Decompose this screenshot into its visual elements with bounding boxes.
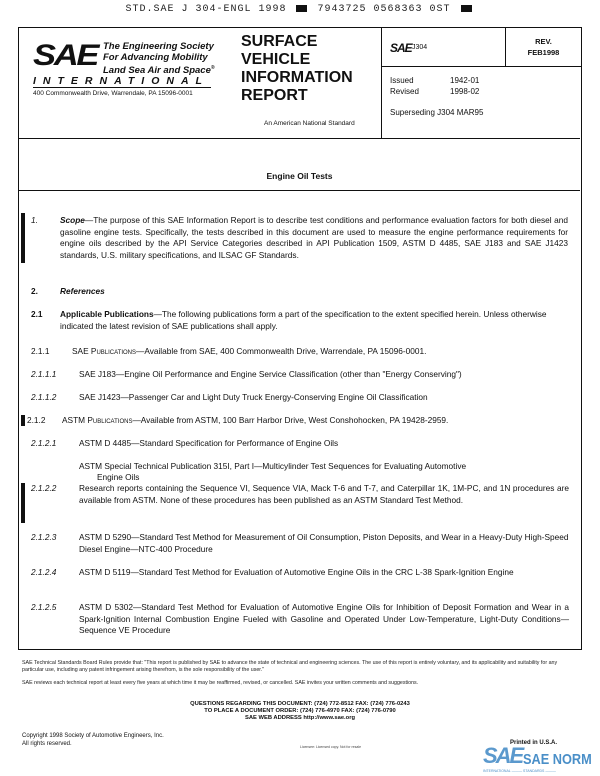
section-number: 2.1.2.3 [31,532,57,542]
reference-item: SAE J183—Engine Oil Performance and Engine Service Classification (other than "Energy Conserving") [79,369,462,379]
change-bar [21,415,25,426]
revised-label: Revised [390,87,419,96]
section-heading: Applicable Publications [60,309,154,319]
board-rules-notice: SAE Technical Standards Board Rules provide that: "This report is published by SAE to advance the state of technical and engineering sciences. The use of this report is entirely voluntary, and its applicability and suitability for any particular use, including any patent infringement arising therefrom, is the sole responsibility of the user." [22,660,558,673]
reference-item: SAE J1423—Passenger Car and Light Duty Truck Energy-Conserving Engine Oil Classification [79,392,428,402]
document-title-row [19,138,580,191]
reference-item: ASTM D 5302—Standard Test Method for Evaluation of Automotive Engine Oils for Inhibition of Deposit Formation and Wear in a Spark-Ignition Internal Combustion Engine Fueled with Gasoline and Operated Under Low-Temperature, Light-Duty Conditions—Sequence VE Procedure [79,602,569,635]
license-line: Licensee: Licensed copy. Not for resale [300,745,362,749]
issued-value: 1942-01 [450,76,480,85]
revised-value: 1998-02 [450,87,480,96]
section-number: 2.1.2 [27,415,46,425]
section-number: 2.1 [31,309,43,319]
contact-block [0,701,600,722]
registered-mark: ® [210,65,215,71]
rights-line: All rights reserved. [22,740,72,747]
review-notice: SAE reviews each technical report at least every five years at which time it may be reaffirmed, revised, or cancelled. SAE invites your written comments and suggestions. [22,680,419,686]
tagline-line: The Engineering Society [103,41,214,52]
address: 400 Commonwealth Drive, Warrendale, PA 15096-0001 [33,90,193,97]
watermark-logo-icon: SAE [483,743,523,768]
change-bar [21,483,25,523]
printed-in-usa: Printed in U.S.A. [510,740,558,746]
section-number: 2.1.2.2 [31,483,57,493]
reference-item: ASTM D 5119—Standard Test Method for Evaluation of Automotive Engine Oils in the CRC L-38 Spark-Ignition Engine [79,567,514,577]
document-info-box [381,28,581,138]
section-sae-publications [72,346,568,358]
scan-block-icon [461,5,472,12]
doc-id-row [382,28,581,67]
issue-dates [390,75,479,97]
society-tagline [103,42,215,77]
document-title: Engine Oil Tests [266,171,333,181]
section-number: 1. [31,215,38,225]
scan-header-left: STD.SAE J 304-ENGL 1998 [125,4,287,15]
sae-logo-icon: SAE [33,39,98,72]
american-national-standard: An American National Standard [264,120,355,127]
rev-label: REV. [535,37,552,46]
document-header [19,28,580,139]
copyright-line: Copyright 1998 Society of Automotive Engineers, Inc. [22,733,164,739]
document-frame [18,27,582,650]
report-type-line: VEHICLE [241,51,311,68]
rev-date: FEB1998 [527,48,560,57]
section-heading: SAE Publications [72,346,137,356]
copyright [22,733,164,748]
tagline-line: For Advancing Mobility [103,51,208,63]
section-text: —Available from SAE, 400 Commonwealth Drive, Warrendale, PA 15096-0001. [136,346,427,356]
section-number: 2.1.1.1 [31,369,57,379]
section-number: 2.1.2.1 [31,438,57,448]
divider [33,87,211,88]
watermark-subtext: INTERNATIONAL ——— STANDARDS ——— [483,769,556,773]
section-astm-publications [62,415,568,427]
reference-item-cont: Engine Oils [97,472,140,482]
questions-line: QUESTIONS REGARDING THIS DOCUMENT: (724) 772-8512 FAX: (724) 776-0243 [190,701,410,707]
reference-item: ASTM D 4485—Standard Specification for Performance of Engine Oils [79,438,339,448]
report-type [241,33,353,105]
section-number: 2.1.2.5 [31,602,57,612]
doc-number: J304 [412,44,428,51]
report-type-line: REPORT [241,87,308,104]
report-type-line: SURFACE [241,33,318,50]
international-label: INTERNATIONAL [33,75,209,87]
section-scope [60,215,568,261]
scan-header-right: 7943725 0568363 0ST [317,4,451,15]
section-number: 2.1.1 [31,346,50,356]
tagline-line: Land Sea Air and Space [103,65,211,77]
scan-header [0,4,600,15]
section-number: 2. [31,286,38,296]
section-text: —Available from ASTM, 100 Barr Harbor Drive, West Conshohocken, PA 19428-2959. [132,415,449,425]
section-text: —The purpose of this SAE Information Report is to describe test conditions and performance evaluation factors for both diesel and gasoline engine tests. Specifically, the tests described in this document are used to measure the engine performance requirements for engine oils described by the API Service Categories described in API Publication 1509, ASTM D 4485, SAE J183 and SAE J1423 standards, U.S. military specifications, and ILSAC GF Standards. [60,215,568,260]
watermark-text: SAE NORM [523,751,592,768]
change-bar [21,213,25,263]
scan-block-icon [296,5,307,12]
section-number: 2.1.2.4 [31,567,57,577]
section-text: —The following publications form a part of the specification to the extent specified herein. Unless otherwise indicated the latest revision of SAE publications shall apply. [60,309,547,331]
reference-item: ASTM Special Technical Publication 315I, Part I—Multicylinder Test Sequences for Evaluating Automotive [79,461,467,471]
issued-label: Issued [390,76,414,85]
reference-item: ASTM D 5290—Standard Test Method for Measurement of Oil Consumption, Piston Deposits, and Wear in a Heavy-Duty High-Speed Diesel Engine—NTC-400 Procedure [79,532,569,554]
section-number: 2.1.1.2 [31,392,57,402]
web-address[interactable]: SAE WEB ADDRESS http://www.sae.org [244,715,356,721]
report-type-line: INFORMATION [241,69,353,86]
section-heading: Scope [60,215,85,225]
section-heading: References [60,286,105,296]
order-line: TO PLACE A DOCUMENT ORDER: (724) 776-4970 FAX: (724) 776-0790 [204,708,396,714]
sae-small-logo-icon: SAE [390,41,412,55]
section-applicable [60,309,568,332]
reference-item: Research reports containing the Sequence VI, Sequence VIA, Mack T-6 and T-7, and Caterpillar 1K, 1M-PC, and 1N procedures are available from ASTM. None of these procedures has been published as an ASTM Standard Test Method. [79,483,569,505]
superseding: Superseding J304 MAR95 [390,108,484,117]
revision-box [505,28,581,66]
section-heading: ASTM Publications [62,415,133,425]
sae-logo-block [19,28,239,138]
